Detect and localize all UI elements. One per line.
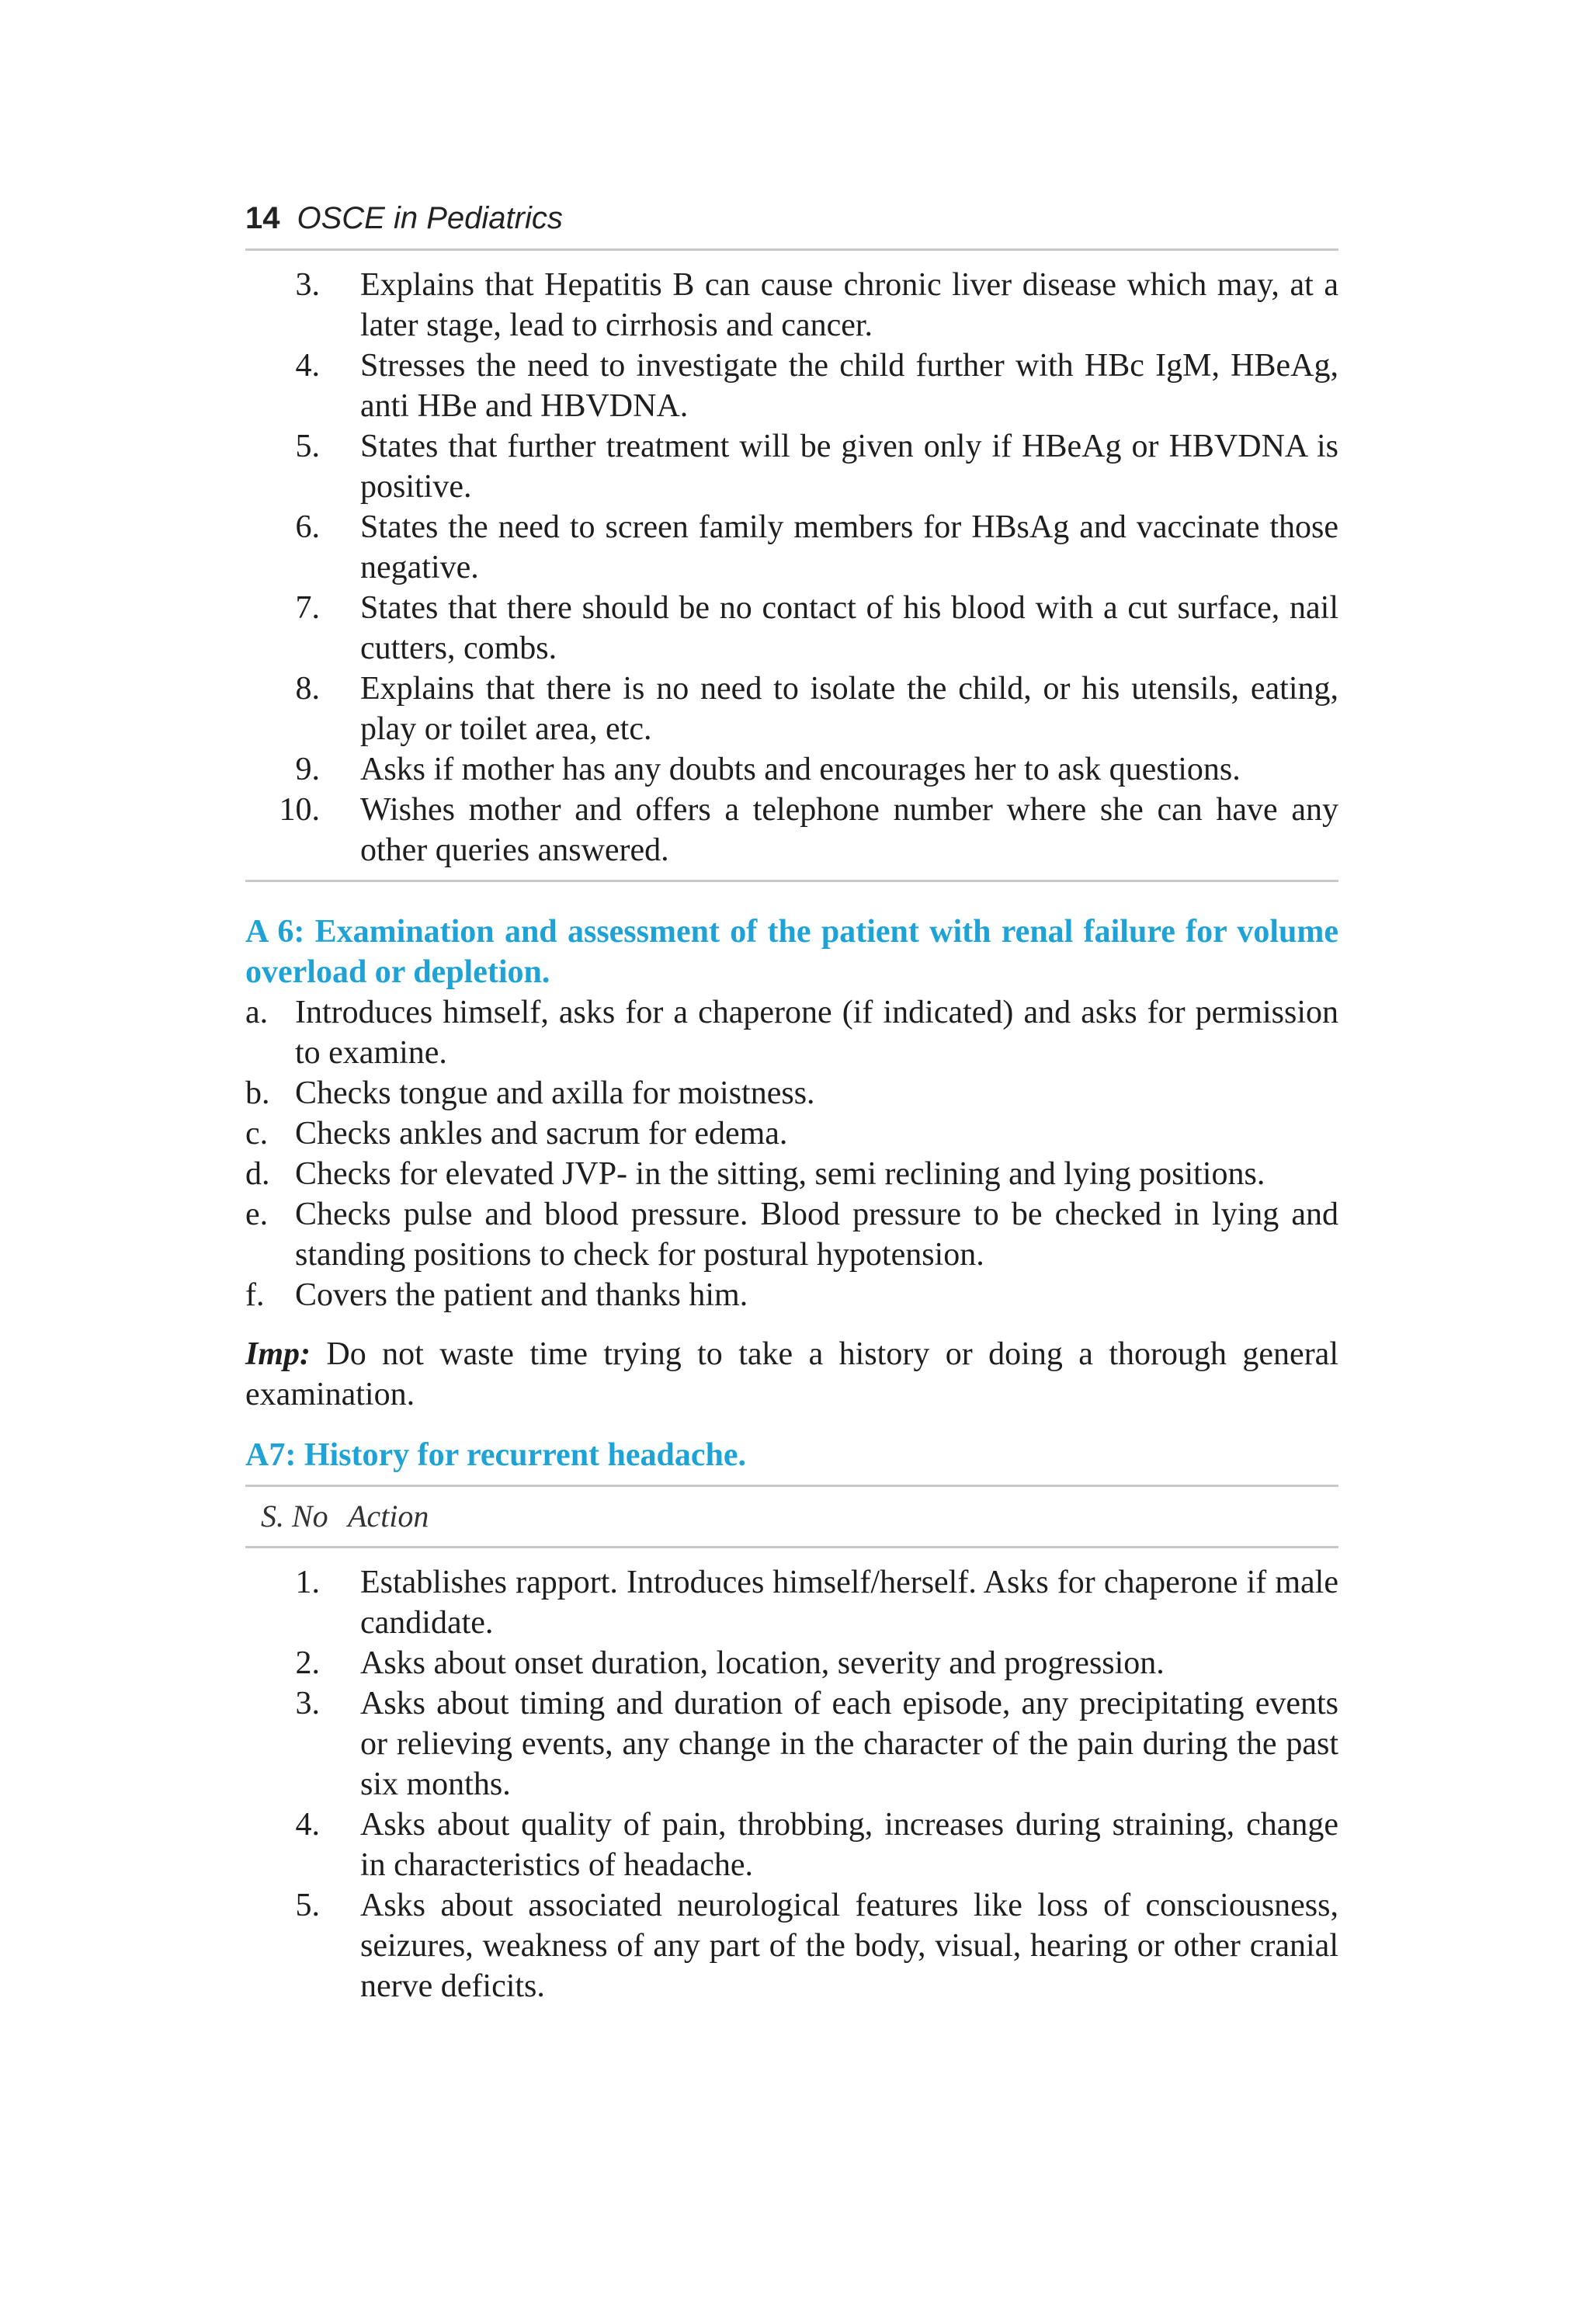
item-number: 4.: [295, 348, 320, 384]
item-text: Asks about onset duration, location, severity and progression.: [360, 1645, 1165, 1681]
important-label: Imp:: [245, 1336, 311, 1372]
list-item: [245, 1113, 1338, 1154]
page-number: 14: [245, 201, 280, 235]
table-row: [245, 1805, 1338, 1885]
list-item: [245, 790, 1338, 870]
a5-checklist: [245, 251, 1338, 880]
item-text: Checks pulse and blood pressure. Blood pressure to be checked in lying and standing positions to check for postural hypotension.: [295, 1197, 1338, 1273]
list-item: [245, 1073, 1338, 1113]
important-note: [245, 1334, 1338, 1415]
item-text: Establishes rapport. Introduces himself/herself. Asks for chaperone if male candidate.: [360, 1565, 1338, 1641]
item-letter: e.: [245, 1197, 269, 1232]
item-text: Explains that there is no need to isolate the child, or his utensils, eating, play or toilet area, etc.: [360, 671, 1338, 747]
table-row: [245, 1683, 1338, 1805]
a6-heading: A 6: Examination and assessment of the patient with renal failure for volume overload or depletion.: [245, 914, 1338, 990]
item-text: Asks about quality of pain, throbbing, increases during straining, change in characteristics of headache.: [360, 1807, 1338, 1883]
item-text: Asks about timing and duration of each episode, any precipitating events or relieving events, any change in the character of the pain during the past six months.: [360, 1686, 1338, 1802]
table-row: [245, 1643, 1338, 1683]
item-text: States that further treatment will be given only if HBeAg or HBVDNA is positive.: [360, 429, 1338, 505]
list-item: [245, 507, 1338, 588]
table-row: [245, 1562, 1338, 1643]
item-text: Checks for elevated JVP- in the sitting, semi reclining and lying positions.: [295, 1156, 1265, 1192]
a6-checklist: [245, 992, 1338, 1315]
item-text: Wishes mother and offers a telephone number where she can have any other queries answered.: [360, 792, 1338, 868]
item-text: Covers the patient and thanks him.: [295, 1277, 748, 1313]
item-text: States that there should be no contact of his blood with a cut surface, nail cutters, combs.: [360, 590, 1338, 666]
section-divider: [245, 880, 1338, 882]
item-text: States the need to screen family members for HBsAg and vaccinate those negative.: [360, 509, 1338, 585]
item-letter: c.: [245, 1116, 269, 1152]
item-text: Asks about associated neurological features like loss of consciousness, seizures, weakness of any part of the body, visual, hearing or other cranial nerve deficits.: [360, 1888, 1338, 2004]
table-header: [245, 1487, 1338, 1546]
item-number: 3.: [295, 267, 320, 303]
item-number: 2.: [295, 1645, 320, 1681]
item-letter: b.: [245, 1075, 270, 1111]
column-header-action: Action: [348, 1499, 429, 1534]
book-title: OSCE in Pediatrics: [297, 201, 563, 235]
page-content: [245, 196, 1338, 2006]
item-text: Explains that Hepatitis B can cause chronic liver disease which may, at a later stage, lead to cirrhosis and cancer.: [360, 267, 1338, 343]
list-item: [245, 426, 1338, 507]
item-text: Stresses the need to investigate the child further with HBc IgM, HBeAg, anti HBe and HBVDNA.: [360, 348, 1338, 424]
important-text: Do not waste time trying to take a history or doing a thorough general examination.: [245, 1336, 1338, 1412]
list-item: [245, 669, 1338, 749]
list-item: [245, 1154, 1338, 1194]
item-number: 5.: [295, 1888, 320, 1923]
item-text: Asks if mother has any doubts and encourages her to ask questions.: [360, 752, 1241, 787]
item-letter: a.: [245, 995, 269, 1030]
a7-checklist: [245, 1548, 1338, 2006]
item-text: Checks tongue and axilla for moistness.: [295, 1075, 815, 1111]
item-number: 7.: [295, 590, 320, 626]
list-item: [245, 265, 1338, 346]
item-number: 4.: [295, 1807, 320, 1843]
item-number: 1.: [295, 1565, 320, 1600]
item-number: 5.: [295, 429, 320, 464]
list-item: [245, 588, 1338, 669]
item-text: Introduces himself, asks for a chaperone (if indicated) and asks for permission to examine.: [295, 995, 1338, 1071]
item-number: 3.: [295, 1686, 320, 1721]
item-text: Checks ankles and sacrum for edema.: [295, 1116, 788, 1152]
item-number: 8.: [295, 671, 320, 707]
list-item: [245, 346, 1338, 426]
table-row: [245, 1885, 1338, 2006]
item-number: 10.: [279, 792, 320, 828]
column-header-sno: S. No: [261, 1499, 328, 1534]
item-letter: f.: [245, 1277, 265, 1313]
list-item: [245, 749, 1338, 790]
list-item: [245, 1275, 1338, 1315]
item-number: 9.: [295, 752, 320, 787]
running-head: [245, 196, 1338, 251]
item-number: 6.: [295, 509, 320, 545]
list-item: [245, 1194, 1338, 1275]
list-item: [245, 992, 1338, 1073]
a7-heading: A7: History for recurrent headache.: [245, 1437, 747, 1473]
item-letter: d.: [245, 1156, 270, 1192]
